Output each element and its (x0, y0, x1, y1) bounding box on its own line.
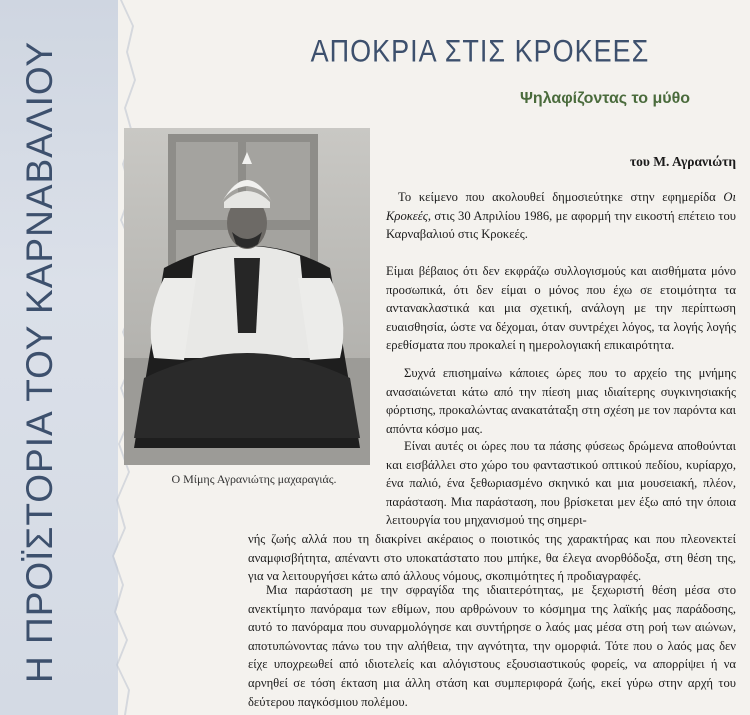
paragraph-intro (386, 188, 736, 244)
paragraph-2: Είμαι βέβαιος ότι δεν εκφράζω συλλογισμούς και αισθήματα μόνο προσωπικά, ότι δεν είμαι ο μόνος που έχω σε ετοιμότητα τα αντανακλαστικά και μια σχετική, ανάλογη με την περίπτωση ευαισθησία, ώστε να δέχομαι, όταν συντρέχει λόγος, τα λογής λογής ερεθίσματα που προκαλεί η ημερολογιακή επικαιρότητα. (386, 264, 736, 353)
paragraph-3: Συχνά επισημαίνω κάποιες ώρες που το αρχείο της μνήμης ανασαιώνεται κάτω από την πίεση μιας ιδιαίτερης συγκινησιακής φόρτισης, προκαλώντας ανακατάταξη στη σχέση με τον παρόντα και απόντα κόσμο μας. (386, 366, 736, 436)
article-title: ΑΠΟΚΡΙΑ ΣΤΙΣ ΚΡΟΚΕΕΣ (310, 33, 650, 69)
paragraph-4: Είναι αυτές οι ώρες που τα πάσης φύσεως δρώμενα αποθούνται και εισβάλλει στο χώρο του φανταστικού οπτικού πεδίου, κυρίαρχο, ένα παλιό, ένα ξεθωριασμένο σκηνικό και μια μουσειακή, πλέον, παράσταση. Μια παράσταση, που βρίσκεται μεν έξω από την όποια λειτουργία του μηχανισμού της σημερι- (386, 439, 736, 528)
photo-illustration (124, 128, 370, 465)
article-author: του Μ. Αγρανιώτη (629, 154, 736, 169)
paragraph-4-continued: νής ζωής αλλά που τη διακρίνει ακέραιος ο ποιοτικός της χαρακτήρας και που πλεονεκτεί αναμφισβήτητα, απέναντι στο υποκατάστατο που μπήκε, θα έλεγα ανορθόδοξα, στη θέση της, για να λειτουργήσει κάτω από άλλους νόμους, σκοπιμότητες ή προδιαγραφές. (248, 532, 736, 584)
photo-caption: Ο Μίμης Αγρανιώτης μαχαραγιάς. (171, 472, 337, 486)
intro-text-b: , στις 30 Απριλίου 1986, με αφορμή την εικοστή επέτειο του Καρναβαλιού στις Κροκεές. (386, 208, 736, 242)
newspaper-name: Οι Κροκεές (386, 190, 736, 223)
paragraph-5: Μια παράσταση με την σφραγίδα της ιδιαιτερότητας, με ξεχωριστή θέση μέσα στο ανεκτίμητο πανόραμα των εθίμων, που αρθρώνουν το κόσμημα της λαϊκής μας παράδοσης, αυτό το πανόραμα που συναρμολόγησε και συντήρησε ο λαός μας μέσα στη ροή των αιώνων, αποτυπώνοντας πάνω του την αλήθεια, την αγνότητα, την ομορφιά. Τότε που ο λαός μας δεν είχε υποχρεωθεί από ιδιοτελείς και αλόγιστους εξουσιαστικούς φορείς, να απορρίψει ή να αρνηθεί σε τόση έκταση μια άλλη στάση και συμπεριφορά ζωής, εκεί γύρω στην αρχή του δεύτερου παγκόσμιου πολέμου. (248, 583, 736, 709)
intro-text-a: Το κείμενο που ακολουθεί δημοσιεύτηκε στην εφημερίδα (398, 190, 724, 204)
article-subtitle: Ψηλαφίζοντας το μύθο (519, 90, 690, 107)
photo-maharaja (124, 128, 370, 465)
vertical-section-title: Η ΠΡΟΪΣΤΟΡΙΑ ΤΟΥ ΚΑΡΝΑΒΑΛΙΟΥ (19, 40, 60, 684)
